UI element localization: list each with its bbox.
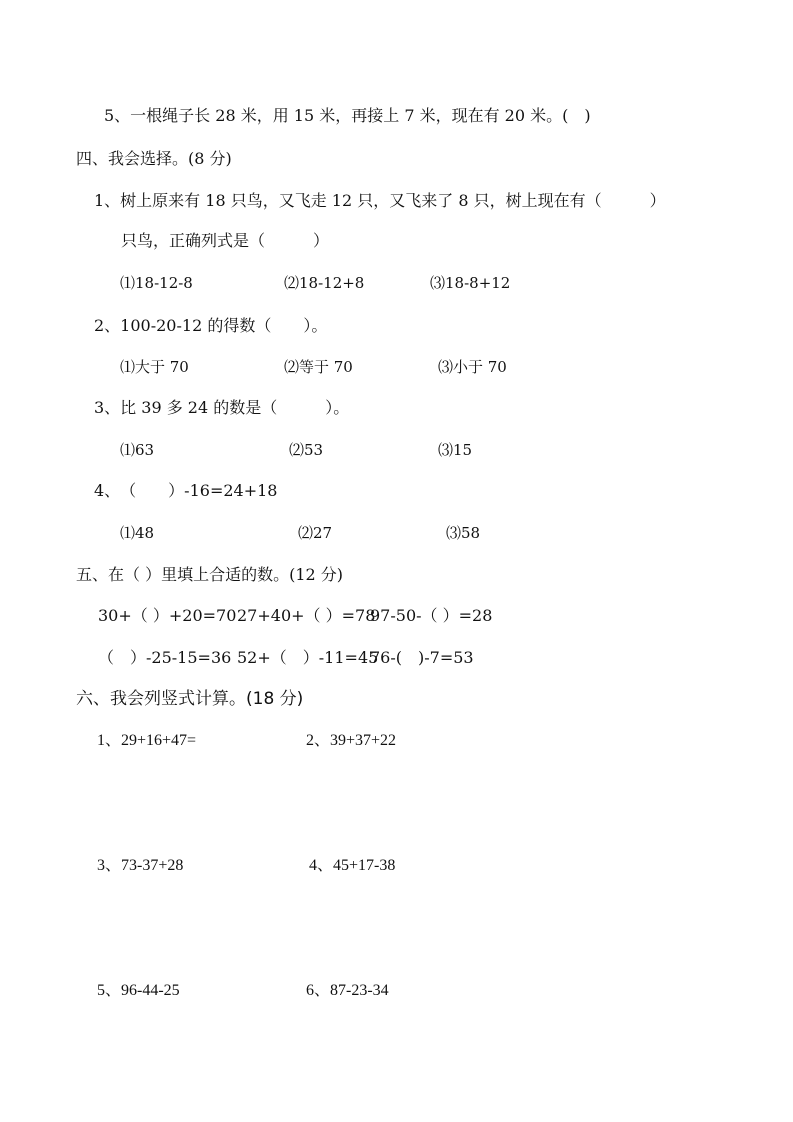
choice-question-2: 2、100-20-12 的得数（ ）。 [94, 316, 328, 335]
vertical-calc-problem-3: 3、73-37+28 [97, 857, 184, 874]
vertical-calc-problem-4: 4、45+17-38 [309, 857, 396, 874]
choice-question-1-option-2: ⑵18-12+8 [284, 274, 365, 292]
choice-question-1-line-1: 1、树上原来有 18 只鸟，又飞走 12 只，又飞来了 8 只，树上现在有（ ） [94, 191, 666, 210]
choice-question-3-option-1: ⑴63 [120, 441, 155, 459]
choice-question-1-option-3: ⑶18-8+12 [430, 274, 511, 292]
choice-question-4: 4、 （ ）-16=24+18 [94, 481, 278, 500]
fill-blank-1: 30+（ ）+20=70 [98, 606, 237, 625]
fill-blank-6: 76-( )-7=53 [370, 648, 474, 667]
choice-question-3-option-3: ⑶15 [438, 441, 473, 459]
choice-question-2-option-2: ⑵等于 70 [284, 358, 353, 376]
choice-question-1-line-2: 只鸟，正确列式是（ ） [121, 231, 330, 250]
choice-question-2-option-3: ⑶小于 70 [438, 358, 507, 376]
choice-question-2-option-1: ⑴大于 70 [120, 358, 189, 376]
section-5-heading: 五、在（ ）里填上合适的数。(12 分) [76, 565, 344, 584]
vertical-calc-problem-1: 1、29+16+47= [97, 732, 197, 749]
fill-blank-4: （ ）-25-15=36 [98, 648, 232, 667]
vertical-calc-problem-2: 2、39+37+22 [306, 732, 397, 749]
vertical-calc-problem-6: 6、87-23-34 [306, 982, 389, 999]
section-6-heading: 六、我会列竖式计算。(18 分) [76, 689, 304, 709]
true-false-question-5: 5、一根绳子长 28 米，用 15 米，再接上 7 米，现在有 20 米。( ) [104, 106, 591, 125]
choice-question-3: 3、比 39 多 24 的数是（ ）。 [94, 398, 350, 417]
vertical-calc-problem-5: 5、96-44-25 [97, 982, 180, 999]
fill-blank-5: 52+（ ）-11=45 [237, 648, 379, 667]
choice-question-4-option-1: ⑴48 [120, 524, 155, 542]
choice-question-4-option-3: ⑶58 [446, 524, 481, 542]
fill-blank-3: 97-50-（ ）=28 [370, 606, 493, 625]
choice-question-4-option-2: ⑵27 [298, 524, 333, 542]
choice-question-1-option-1: ⑴18-12-8 [120, 274, 193, 292]
choice-question-3-option-2: ⑵53 [289, 441, 324, 459]
section-4-heading: 四、我会选择。(8 分) [76, 149, 232, 168]
fill-blank-2: 27+40+（ ）=78 [237, 606, 376, 625]
